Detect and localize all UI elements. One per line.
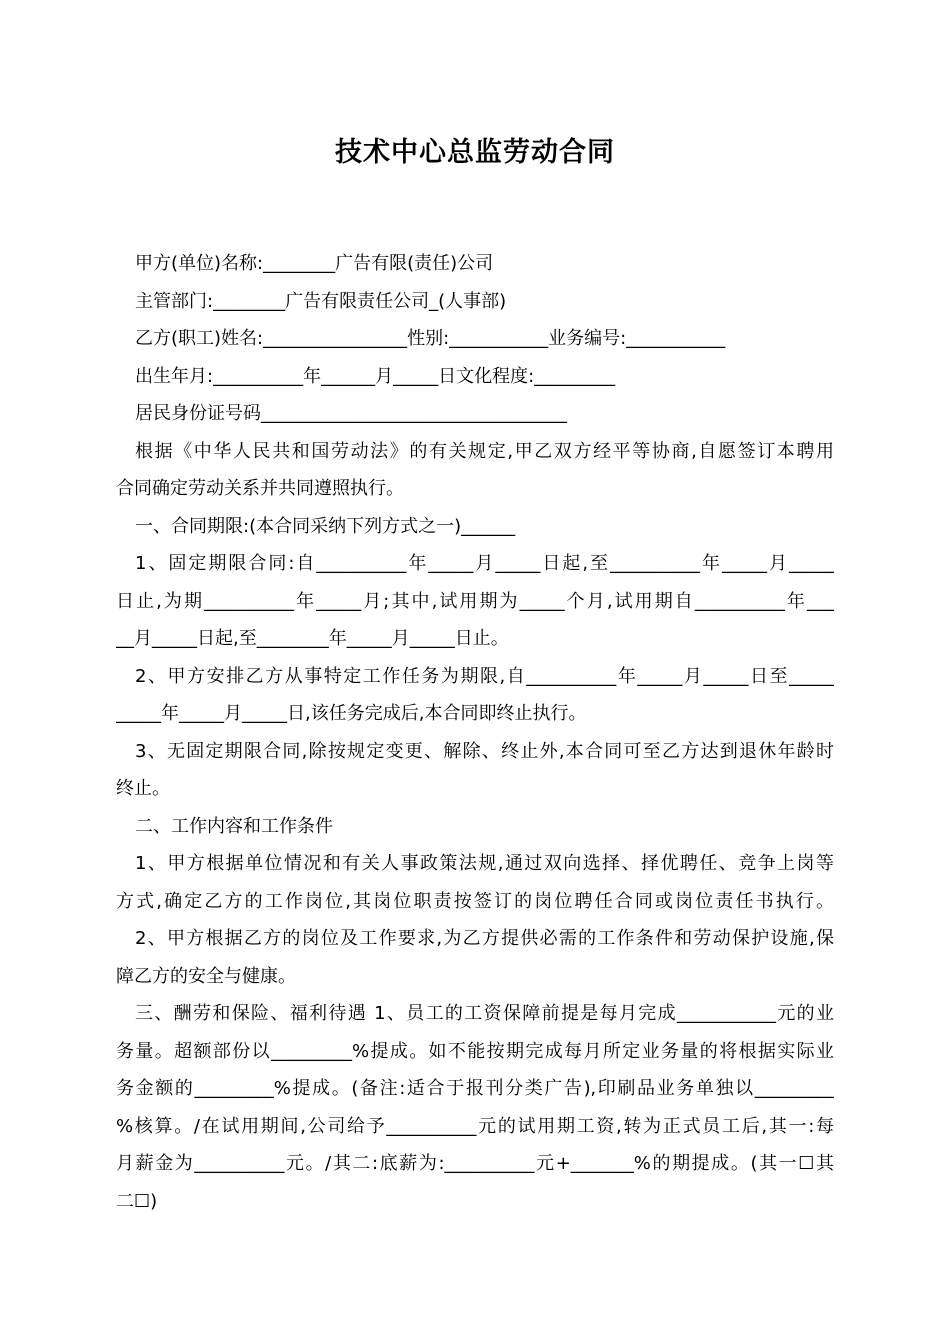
clause-1-3-line-2: 终止。 (116, 778, 170, 799)
clause-1-1-line-1: 1、固定期限合同:自__________年_____月_____日起,至__________年_____月_____ (135, 553, 834, 574)
clause-2-2-line-2: 障乙方的安全与健康。 (116, 965, 296, 987)
section-2-heading: 二、工作内容和工作条件 (135, 815, 333, 837)
department-line: 主管部门:________广告有限责任公司_(人事部) (135, 290, 507, 312)
clause-2-1-line-1: 1、甲方根据单位情况和有关人事政策法规,通过双向选择、择优聘任、竞争上岗等 (135, 853, 834, 874)
section-3-line-1: 三、酬劳和保险、福利待遇 1、员工的工资保障前提是每月完成___________元的业 (135, 1003, 834, 1024)
clause-1-2-line-1: 2、甲方安排乙方从事特定工作任务为期限,自__________年_____月_____日至_____ (135, 665, 834, 687)
birth-education-line: 出生年月:__________年______月_____日文化程度:_________ (135, 365, 616, 387)
clause-1-2-line-2: _____年_____月_____日,该任务完成后,本合同即终止执行。 (116, 703, 587, 724)
party-b-name-line: 乙方(职工)姓名:________________性别:___________业务编号:___________ (135, 328, 726, 349)
clause-1-1-line-3: __月_____日起,至________年_____月_____日止。 (116, 628, 509, 649)
section-1-heading: 一、合同期限:(本合同采纳下列方式之一)______ (135, 515, 516, 537)
section-3-line-4: %核算。/在试用期间,公司给予__________元的试用期工资,转为正式员工后,其一:每 (116, 1115, 834, 1137)
preamble-line-2: 合同确定劳动关系并共同遵照执行。 (116, 478, 404, 499)
section-3-line-5: 月薪金为__________元。/其二:底薪为:__________元+_______%的期提成。(其一☐其 (116, 1153, 834, 1174)
section-3-line-6: 二☐) (116, 1190, 158, 1212)
section-3-line-3: 务金额的_________%提成。(备注:适合于报刊分类广告),印刷品业务单独以_________ (116, 1078, 834, 1099)
clause-2-2-line-1: 2、甲方根据乙方的岗位及工作要求,为乙方提供必需的工作条件和劳动保护设施,保 (135, 928, 834, 949)
clause-1-1-line-2: 日止,为期__________年_____月;其中,试用期为_____个月,试用期自__________年___ (116, 590, 834, 612)
clause-2-1-line-2: 方式,确定乙方的工作岗位,其岗位职责按签订的岗位聘任合同或岗位责任书执行。 (116, 890, 834, 912)
preamble-line-1: 根据《中华人民共和国劳动法》的有关规定,甲乙双方经平等协商,自愿签订本聘用 (135, 440, 834, 462)
clause-1-3-line-1: 3、无固定期限合同,除按规定变更、解除、终止外,本合同可至乙方达到退休年龄时 (135, 740, 834, 762)
id-number-line: 居民身份证号码__________________________________ (135, 403, 567, 424)
document-body (116, 245, 834, 1220)
document-title: 技术中心总监劳动合同 (335, 137, 615, 168)
section-3-line-2: 务量。超额部份以_________%提成。如不能按期完成每月所定业务量的将根据实际业 (116, 1040, 834, 1062)
party-a-name-line: 甲方(单位)名称:________广告有限(责任)公司 (135, 253, 494, 274)
